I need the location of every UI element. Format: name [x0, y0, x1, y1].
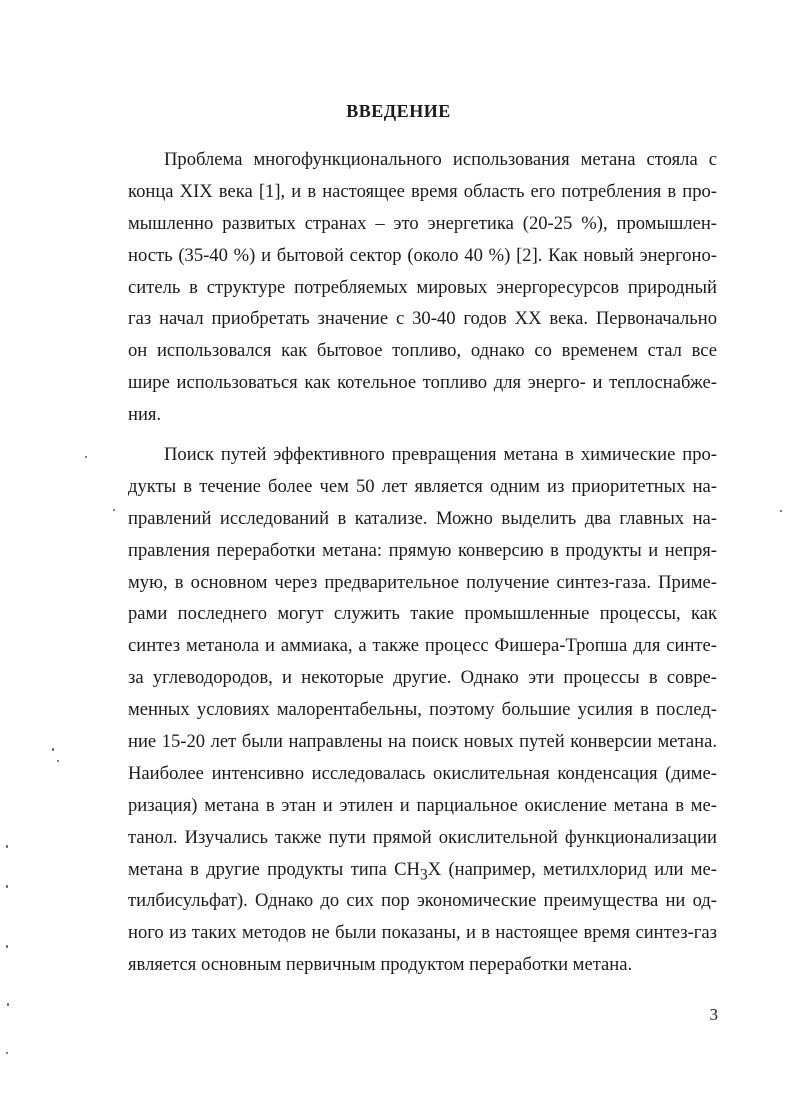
scan-speck [6, 885, 8, 888]
text-line: правлений исследований в катализе. Можно выделить два главных на- [128, 507, 717, 529]
text-line: мышленно развитых странах – это энергетика (20-25 %), промышлен- [128, 212, 717, 234]
formula-line [128, 854, 717, 886]
text-line: Наиболее интенсивно исследовалась окислительная конденсация (диме- [128, 762, 717, 784]
text-line: дукты в течение более чем 50 лет является одним из приоритетных на- [128, 475, 717, 497]
page-number: 3 [709, 1005, 718, 1024]
text-line: ситель в структуре потребляемых мировых энергоресурсов природный [128, 276, 717, 298]
text-line: ного из таких методов не были показаны, и в настоящее время синтез-газ [128, 922, 717, 944]
text-line: танол. Изучались также пути прямой окислительной функционализации [128, 826, 717, 848]
text-line: Проблема многофункционального использования метана стояла с [164, 149, 717, 170]
formula-subscript: 3 [419, 866, 428, 884]
formula-text-before: метана в другие продукты типа CH [128, 858, 420, 880]
scan-speck [113, 509, 115, 511]
text-line: ния. [128, 404, 162, 426]
scan-speck [52, 748, 54, 751]
scan-speck [780, 510, 782, 512]
text-line: он использовался как бытовое топливо, однако со временем стал все [128, 340, 717, 362]
text-line: менных условиях малорентабельны, поэтому большие усилия в послед- [128, 699, 717, 721]
text-line: правления переработки метана: прямую конверсию в продукты и непря- [128, 539, 717, 561]
scan-speck [6, 945, 8, 948]
text-line: ние 15-20 лет были направлены на поиск новых путей конверсии метана. [128, 731, 717, 753]
text-line: конца XIX века [1], и в настоящее время область его потребления в про- [128, 180, 717, 202]
page-title: ВВЕДЕНИЕ [346, 101, 451, 121]
text-line: рами последнего могут служить такие промышленные процессы, как [128, 603, 717, 625]
text-line: Поиск путей эффективного превращения метана в химические про- [164, 444, 717, 466]
scan-speck [6, 845, 8, 848]
scan-speck [85, 456, 87, 458]
text-line: ризация) метана в этан и этилен и парциальное окисление метана в ме- [128, 794, 717, 816]
text-line: шире использоваться как котельное топливо для энерго- и теплоснабже- [128, 372, 717, 394]
text-line: ность (35-40 %) и бытовой сектор (около 40 %) [2]. Как новый энергоно- [128, 244, 717, 266]
scan-speck [6, 1052, 8, 1054]
text-line: является основным первичным продуктом переработки метана. [128, 954, 633, 976]
text-line: тилбисульфат). Однако до сих пор экономические преимущества ни од- [128, 890, 717, 912]
text-line: мую, в основном через предварительное получение синтез-газа. Приме- [128, 571, 717, 593]
text-line: синтез метанола и аммиака, а также процесс Фишера-Тропша для синте- [128, 635, 717, 657]
text-line: газ начал приобретать значение с 30-40 годов XX века. Первоначально [128, 308, 717, 330]
paragraph-2 [128, 439, 717, 981]
formula-text-after: X (например, метилхлорид или ме- [427, 858, 717, 880]
body-text [128, 144, 717, 981]
scan-speck [7, 1003, 9, 1006]
scan-speck [57, 760, 59, 762]
text-line: за углеводородов, и некоторые другие. Однако эти процессы в совре- [128, 667, 717, 689]
paragraph-1 [128, 144, 717, 431]
